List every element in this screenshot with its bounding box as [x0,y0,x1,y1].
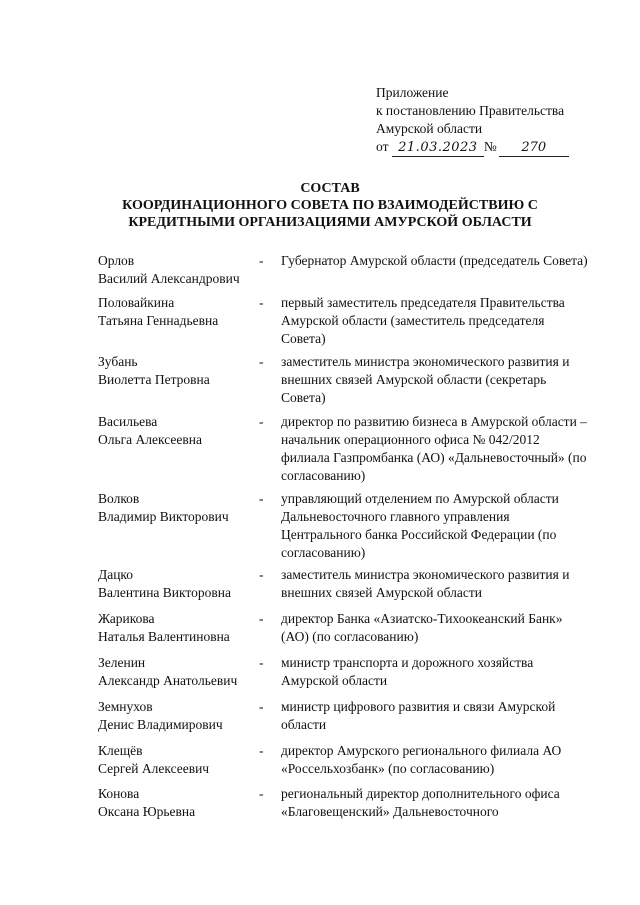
member-name [98,698,258,734]
date-prefix: от [376,139,389,154]
member-dash: - [259,786,264,801]
member-dash: - [259,611,264,626]
title-line-2: КООРДИНАЦИОННОГО СОВЕТА ПО ВЗАИМОДЕЙСТВИЮ С [122,198,538,213]
member-dash: - [259,743,264,758]
title-line-1: СОСТАВ [300,181,360,196]
member-name [98,654,258,690]
member-surname: Половайкина [98,295,175,310]
member-surname: Дацко [98,567,134,582]
appendix-line-1: Приложение [376,85,449,100]
member-role: заместитель министра экономического развития и внешних связей Амурской области (секретарь Совета) [281,354,570,405]
member-surname: Конова [98,786,140,801]
appendix-block [376,84,626,157]
document-title [60,180,600,231]
member-surname: Волков [98,491,140,506]
member-role: заместитель министра экономического развития и внешних связей Амурской области [281,567,570,600]
appendix-line-3: Амурской области [376,121,483,136]
member-role: директор по развитию бизнеса в Амурской области – начальник операционного офиса № 042/2012 филиала Газпромбанка (АО) «Дальневосточный» (по согласованию) [281,414,587,483]
number-prefix: № [483,139,497,154]
member-dash: - [259,253,264,268]
member-dash: - [259,491,264,506]
member-surname: Клещёв [98,743,143,758]
member-name [98,490,258,526]
member-dash: - [259,655,264,670]
member-role: министр транспорта и дорожного хозяйства Амурской области [281,655,534,688]
member-role: управляющий отделением по Амурской области Дальневосточного главного управления Центрального банка Российской Федерации (по согласованию) [281,491,559,560]
appendix-date-line [376,138,626,157]
handwritten-number: 270 [499,140,569,157]
member-surname: Орлов [98,253,135,268]
member-surname: Земнухов [98,699,153,714]
member-role: директор Амурского регионального филиала АО «Россельхозбанк» (по согласованию) [281,743,562,776]
member-given-names: Оксана Юрьевна [98,804,196,819]
member-given-names: Владимир Викторович [98,509,229,524]
member-dash: - [259,567,264,582]
title-line-3: КРЕДИТНЫМИ ОРГАНИЗАЦИЯМИ АМУРСКОЙ ОБЛАСТИ [128,215,532,230]
member-role: министр цифрового развития и связи Амурской области [281,699,556,732]
member-name [98,413,258,449]
member-dash: - [259,699,264,714]
member-name [98,566,258,602]
member-surname: Жарикова [98,611,155,626]
member-name [98,294,258,330]
member-given-names: Александр Анатольевич [98,673,238,688]
member-given-names: Татьяна Геннадьевна [98,313,219,328]
member-role: Губернатор Амурской области (председатель Совета) [281,253,588,268]
member-name [98,252,258,288]
member-name [98,610,258,646]
appendix-line-2: к постановлению Правительства [376,103,565,118]
member-dash: - [259,354,264,369]
member-name [98,785,258,821]
member-dash: - [259,414,264,429]
member-dash: - [259,295,264,310]
member-given-names: Виолетта Петровна [98,372,210,387]
member-given-names: Ольга Алексеевна [98,432,202,447]
member-role: региональный директор дополнительного офиса «Благовещенский» Дальневосточного [281,786,560,819]
member-surname: Васильева [98,414,158,429]
member-given-names: Василий Александрович [98,271,240,286]
member-given-names: Наталья Валентиновна [98,629,230,644]
member-role: директор Банка «Азиатско-Тихоокеанский Банк» (АО) (по согласованию) [281,611,563,644]
member-name [98,742,258,778]
member-surname: Зубань [98,354,138,369]
member-given-names: Сергей Алексеевич [98,761,210,776]
member-name [98,353,258,389]
handwritten-date: 21.03.2023 [392,140,484,157]
member-surname: Зеленин [98,655,146,670]
member-given-names: Денис Владимирович [98,717,223,732]
member-given-names: Валентина Викторовна [98,585,231,600]
member-role: первый заместитель председателя Правительства Амурской области (заместитель председателя Совета) [281,295,565,346]
